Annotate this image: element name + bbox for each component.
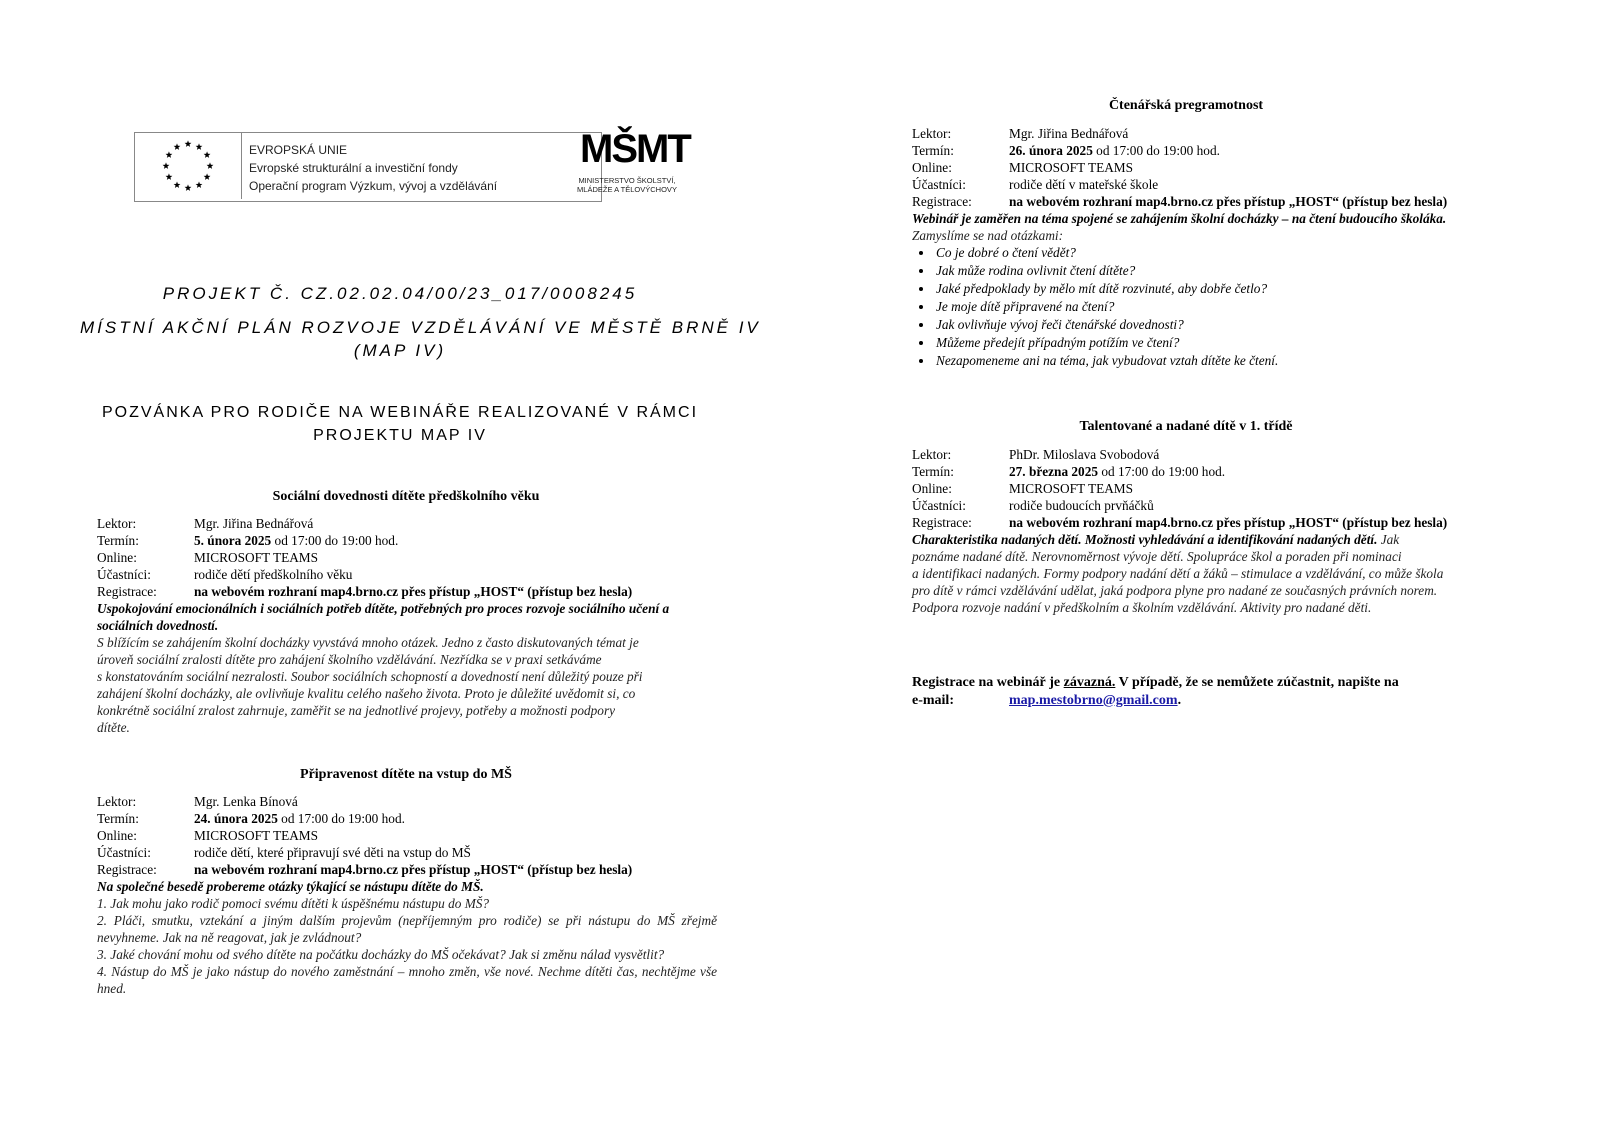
webinar-2-participants: rodiče dětí, které připravují své děti na vstup do MŠ bbox=[194, 845, 471, 860]
lektor-label: Lektor: bbox=[912, 447, 952, 462]
termin-label: Termín: bbox=[912, 143, 954, 158]
webinar-4-info bbox=[912, 446, 1572, 616]
webinar-4-online: MICROSOFT TEAMS bbox=[1009, 481, 1134, 496]
webinar-1-lead: Uspokojování emocionálních i sociálních potřeb dítěte, potřebných pro proces rozvoje sociálního učení a sociálních dovedností. bbox=[97, 601, 670, 633]
question-item: 3. Jaké chování mohu od svého dítěte na počátku docházky do MŠ očekávat? Jak si změnu nálad vysvětlit? bbox=[97, 947, 665, 962]
webinar-1-info bbox=[97, 515, 717, 736]
eu-funds: Evropské strukturální a investiční fondy bbox=[249, 161, 458, 175]
webinar-3-time: od 17:00 do 19:00 hod. bbox=[1092, 143, 1220, 158]
msmt-logo bbox=[552, 128, 702, 208]
ucastnici-label: Účastníci: bbox=[97, 845, 151, 860]
webinar-3-participants: rodiče dětí v mateřské škole bbox=[1009, 177, 1159, 192]
project-name: MÍSTNÍ AKČNÍ PLÁN ROZVOJE VZDĚLÁVÁNÍ VE MĚSTĚ BRNĚ IV bbox=[80, 318, 761, 337]
webinar-2-online: MICROSOFT TEAMS bbox=[194, 828, 319, 843]
webinar-4-title: Talentované a nadané dítě v 1. třídě bbox=[1079, 419, 1293, 434]
lektor-label: Lektor: bbox=[97, 794, 137, 809]
online-label: Online: bbox=[912, 481, 952, 496]
eu-name: EVROPSKÁ UNIE bbox=[249, 143, 348, 157]
notice-period: . bbox=[1177, 693, 1182, 708]
notice-text-1: Registrace na webinář je bbox=[912, 675, 1064, 690]
webinar-3-question-list bbox=[912, 244, 1572, 370]
project-number: PROJEKT Č. CZ.02.02.04/00/23_017/0008245 bbox=[162, 284, 638, 303]
description-line: Podpora rozvoje nadání v předškolním a školním vzdělávání. Aktivity pro nadané děti. bbox=[912, 600, 1372, 615]
description-line: konkrétně sociální zralost zahrnuje, zaměřit se na jednotlivé projevy, potřeby a možnosti podpory bbox=[97, 703, 616, 718]
list-item: • Nezapomeneme ani na téma, jak vybudovat vztah dítěte ke čtení. bbox=[934, 352, 1572, 370]
registrace-label: Registrace: bbox=[97, 584, 157, 599]
webinar-2-date: 24. února 2025 bbox=[194, 811, 278, 826]
description-line: s konstatováním sociální nezralosti. Soubor sociálních schopností a dovedností není důležitý pouze při bbox=[97, 669, 643, 684]
email-label: e-mail: bbox=[912, 693, 954, 708]
description-line: S blížícím se zahájením školní docházky vyvstává mnoho otázek. Jedno z často diskutovaných témat je bbox=[97, 635, 639, 650]
eu-program: Operační program Výzkum, vývoj a vzdělávání bbox=[249, 179, 498, 193]
webinar-1-lektor: Mgr. Jiřina Bednářová bbox=[194, 516, 314, 531]
webinar-2-time: od 17:00 do 19:00 hod. bbox=[277, 811, 405, 826]
webinar-2-lead: Na společné besedě probereme otázky týkající se nástupu dítěte do MŠ. bbox=[97, 879, 484, 894]
eu-flag-icon bbox=[135, 133, 242, 199]
webinar-3-lead: Webinář je zaměřen na téma spojené se zahájením školní docházky – na čtení budoucího školáka. bbox=[912, 211, 1447, 226]
webinar-4-description bbox=[912, 548, 1572, 616]
webinar-4-lead-tail: Jak bbox=[1377, 532, 1400, 547]
registrace-label: Registrace: bbox=[912, 194, 972, 209]
webinar-1-online: MICROSOFT TEAMS bbox=[194, 550, 319, 565]
description-line: pro dítě v rámci vzdělávání udělat, jaká podpora plyne pro nadané ze současných právních norem. bbox=[912, 583, 1438, 598]
ucastnici-label: Účastníci: bbox=[97, 567, 151, 582]
description-line: úroveň sociální zralosti dítěte pro zahájení školního vzdělávání. Nezřídka se v praxi setkáváme bbox=[97, 652, 602, 667]
webinar-2-registration: na webovém rozhraní map4.brno.cz přes přístup „HOST“ (přístup bez hesla) bbox=[194, 862, 633, 877]
webinar-4-participants: rodiče budoucích prvňáčků bbox=[1009, 498, 1154, 513]
webinar-1-title: Sociální dovednosti dítěte předškolního věku bbox=[272, 489, 540, 504]
webinar-4-time: od 17:00 do 19:00 hod. bbox=[1098, 464, 1226, 479]
msmt-logo-letters: MŠMT bbox=[580, 127, 690, 171]
list-item: • Jak může rodina ovlivnit čtení dítěte? bbox=[934, 262, 1572, 280]
description-line: poznáme nadané dítě. Nerovnoměrnost vývoje dětí. Spolupráce škol a poraden při nominaci bbox=[912, 549, 1402, 564]
webinar-1-participants: rodiče dětí předškolního věku bbox=[194, 567, 353, 582]
termin-label: Termín: bbox=[97, 811, 139, 826]
webinar-4-lead: Charakteristika nadaných dětí. Možnosti vyhledávání a identifikování nadaných dětí. bbox=[912, 532, 1378, 547]
webinar-4-lead-line bbox=[912, 531, 1572, 548]
webinar-3-online: MICROSOFT TEAMS bbox=[1009, 160, 1134, 175]
invitation-heading: POZVÁNKA PRO RODIČE NA WEBINÁŘE REALIZOVANÉ V RÁMCI bbox=[101, 404, 699, 421]
webinar-3-info bbox=[912, 125, 1572, 370]
eu-logo bbox=[134, 132, 602, 202]
webinar-4-date: 27. března 2025 bbox=[1009, 464, 1099, 479]
list-item: • Jaké předpoklady by mělo mít dítě rozvinuté, aby dobře četlo? bbox=[934, 280, 1572, 298]
webinar-2-title: Připravenost dítěte na vstup do MŠ bbox=[300, 767, 512, 782]
notice-text-2: V případě, že se nemůžete zúčastnit, napište na bbox=[1115, 675, 1399, 690]
description-line: dítěte. bbox=[97, 720, 130, 735]
lektor-label: Lektor: bbox=[97, 516, 137, 531]
description-line: a identifikaci nadaných. Formy podpory nadání dětí a žáků – stimulace a vzdělávání, co může škola bbox=[912, 566, 1444, 581]
registrace-label: Registrace: bbox=[912, 515, 972, 530]
webinar-4-registration: na webovém rozhraní map4.brno.cz přes přístup „HOST“ (přístup bez hesla) bbox=[1009, 515, 1448, 530]
email-link[interactable]: map.mestobrno@gmail.com bbox=[1009, 693, 1178, 708]
online-label: Online: bbox=[912, 160, 952, 175]
webinar-1-description bbox=[97, 634, 712, 736]
webinar-3-lektor: Mgr. Jiřina Bednářová bbox=[1009, 126, 1129, 141]
question-item: 1. Jak mohu jako rodič pomoci svému dítěti k úspěšnému nástupu do MŠ? bbox=[97, 896, 490, 911]
question-item: 2. Pláči, smutku, vztekání a jiným dalším projevům (nepříjemným pro rodiče) se při nástupu do MŠ zřejmě nevyhneme. Jak na ně reagovat, jak je zvládnout? bbox=[97, 913, 717, 945]
ucastnici-label: Účastníci: bbox=[912, 177, 966, 192]
webinar-1-date: 5. února 2025 bbox=[194, 533, 272, 548]
msmt-ministry-name: MINISTERSTVO ŠKOLSTVÍ, bbox=[578, 176, 676, 185]
list-item: • Co je dobré o čtení vědět? bbox=[934, 244, 1572, 262]
msmt-ministry-name-2: MLÁDEŽE A TĚLOVÝCHOVY bbox=[577, 185, 677, 194]
webinar-3-date: 26. února 2025 bbox=[1009, 143, 1093, 158]
list-item: • Můžeme předejít případným potížím ve čtení? bbox=[934, 334, 1572, 352]
online-label: Online: bbox=[97, 828, 137, 843]
ucastnici-label: Účastníci: bbox=[912, 498, 966, 513]
webinar-3-intro: Zamyslíme se nad otázkami: bbox=[912, 228, 1064, 243]
invitation-heading-2: PROJEKTU MAP IV bbox=[313, 427, 487, 444]
webinar-2-questions bbox=[97, 895, 717, 997]
webinar-2-lektor: Mgr. Lenka Bínová bbox=[194, 794, 298, 809]
registration-notice bbox=[912, 674, 1552, 710]
list-item: • Je moje dítě připravené na čtení? bbox=[934, 298, 1572, 316]
termin-label: Termín: bbox=[912, 464, 954, 479]
webinar-1-registration: na webovém rozhraní map4.brno.cz přes přístup „HOST“ (přístup bez hesla) bbox=[194, 584, 633, 599]
webinar-2-info bbox=[97, 793, 717, 997]
webinar-1-time: od 17:00 do 19:00 hod. bbox=[271, 533, 399, 548]
registrace-label: Registrace: bbox=[97, 862, 157, 877]
notice-binding-word: závazná. bbox=[1063, 675, 1116, 690]
list-item: • Jak ovlivňuje vývoj řeči čtenářské dovednosti? bbox=[934, 316, 1572, 334]
question-item: 4. Nástup do MŠ je jako nástup do nového zaměstnání – mnoho změn, vše nové. Nechme dítěti čas, nechtějme vše hned. bbox=[97, 964, 717, 996]
project-name-abbr: (MAP IV) bbox=[353, 341, 447, 360]
termin-label: Termín: bbox=[97, 533, 139, 548]
webinar-3-title: Čtenářská pregramotnost bbox=[1108, 98, 1264, 113]
lektor-label: Lektor: bbox=[912, 126, 952, 141]
webinar-3-registration: na webovém rozhraní map4.brno.cz přes přístup „HOST“ (přístup bez hesla) bbox=[1009, 194, 1448, 209]
webinar-4-lektor: PhDr. Miloslava Svobodová bbox=[1009, 447, 1160, 462]
description-line: zahájení školní docházky, ale ovlivňuje kvalitu celého našeho života. Proto je důležité uvědomit si, co bbox=[97, 686, 636, 701]
online-label: Online: bbox=[97, 550, 137, 565]
